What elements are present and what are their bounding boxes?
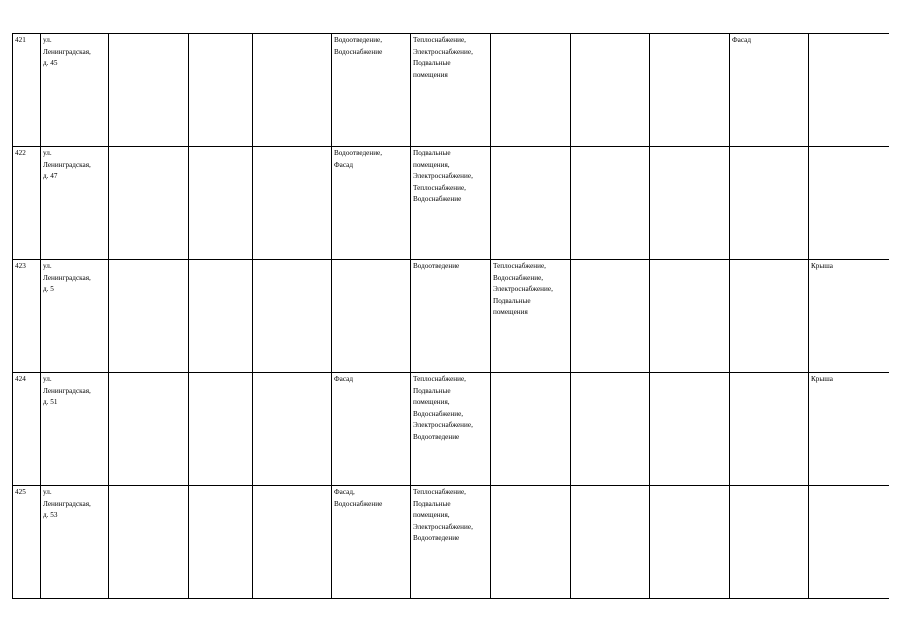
table-row [13,34,889,147]
table-cell [491,147,571,260]
table-cell [189,486,253,599]
table-cell: Водоотведение [411,260,491,373]
table-cell: Фасад [730,34,809,147]
table-cell [189,373,253,486]
table-cell [109,260,189,373]
row-number-cell: 422 [13,147,41,260]
table-cell [571,486,650,599]
table-cell: Водоотведение, Фасад [332,147,411,260]
table-cell: Фасад, Водоснабжение [332,486,411,599]
table-cell [730,373,809,486]
address-cell: ул. Ленинградская, д. 5 [41,260,109,373]
document-sheet [12,33,888,599]
table-cell [650,147,730,260]
table-cell: Фасад [332,373,411,486]
table-cell [491,34,571,147]
address-cell: ул. Ленинградская, д. 47 [41,147,109,260]
table-cell [650,373,730,486]
table-row [13,147,889,260]
address-cell: ул. Ленинградская, д. 51 [41,373,109,486]
table-cell [730,486,809,599]
row-number-cell: 424 [13,373,41,486]
table-cell [253,147,332,260]
table-cell [571,373,650,486]
table-cell [253,373,332,486]
table-cell [571,147,650,260]
table-cell [332,260,411,373]
table-cell [809,486,889,599]
table-cell: Теплоснабжение, Водоснабжение, Электроснабжение, Подвальные помещения [491,260,571,373]
table-cell [491,373,571,486]
address-cell: ул. Ленинградская, д. 45 [41,34,109,147]
table-cell: Теплоснабжение, Подвальные помещения, Электроснабжение, Водоотведение [411,486,491,599]
table-cell [109,373,189,486]
table-cell [730,260,809,373]
table-cell [491,486,571,599]
table-cell [109,486,189,599]
table-cell: Крыша [809,373,889,486]
row-number-cell: 421 [13,34,41,147]
table-cell [571,34,650,147]
table-cell [189,34,253,147]
table-cell [571,260,650,373]
row-number-cell: 423 [13,260,41,373]
repair-schedule-table [12,33,889,599]
table-cell [650,486,730,599]
table-row [13,486,889,599]
table-cell [809,34,889,147]
table-row [13,260,889,373]
row-number-cell: 425 [13,486,41,599]
address-cell: ул. Ленинградская, д. 53 [41,486,109,599]
table-cell [253,34,332,147]
table-cell [809,147,889,260]
table-cell: Крыша [809,260,889,373]
table-cell [189,147,253,260]
table-cell [109,34,189,147]
table-cell [109,147,189,260]
table-cell: Теплоснабжение, Подвальные помещения, Водоснабжение, Электроснабжение, Водоотведение [411,373,491,486]
table-cell [730,147,809,260]
table-cell [253,260,332,373]
table-cell [650,34,730,147]
table-cell [253,486,332,599]
table-cell: Теплоснабжение, Электроснабжение, Подвальные помещения [411,34,491,147]
table-cell: Подвальные помещения, Электроснабжение, Теплоснабжение, Водоснабжение [411,147,491,260]
table-cell [650,260,730,373]
table-row [13,373,889,486]
table-cell [189,260,253,373]
table-cell: Водоотведение, Водоснабжение [332,34,411,147]
